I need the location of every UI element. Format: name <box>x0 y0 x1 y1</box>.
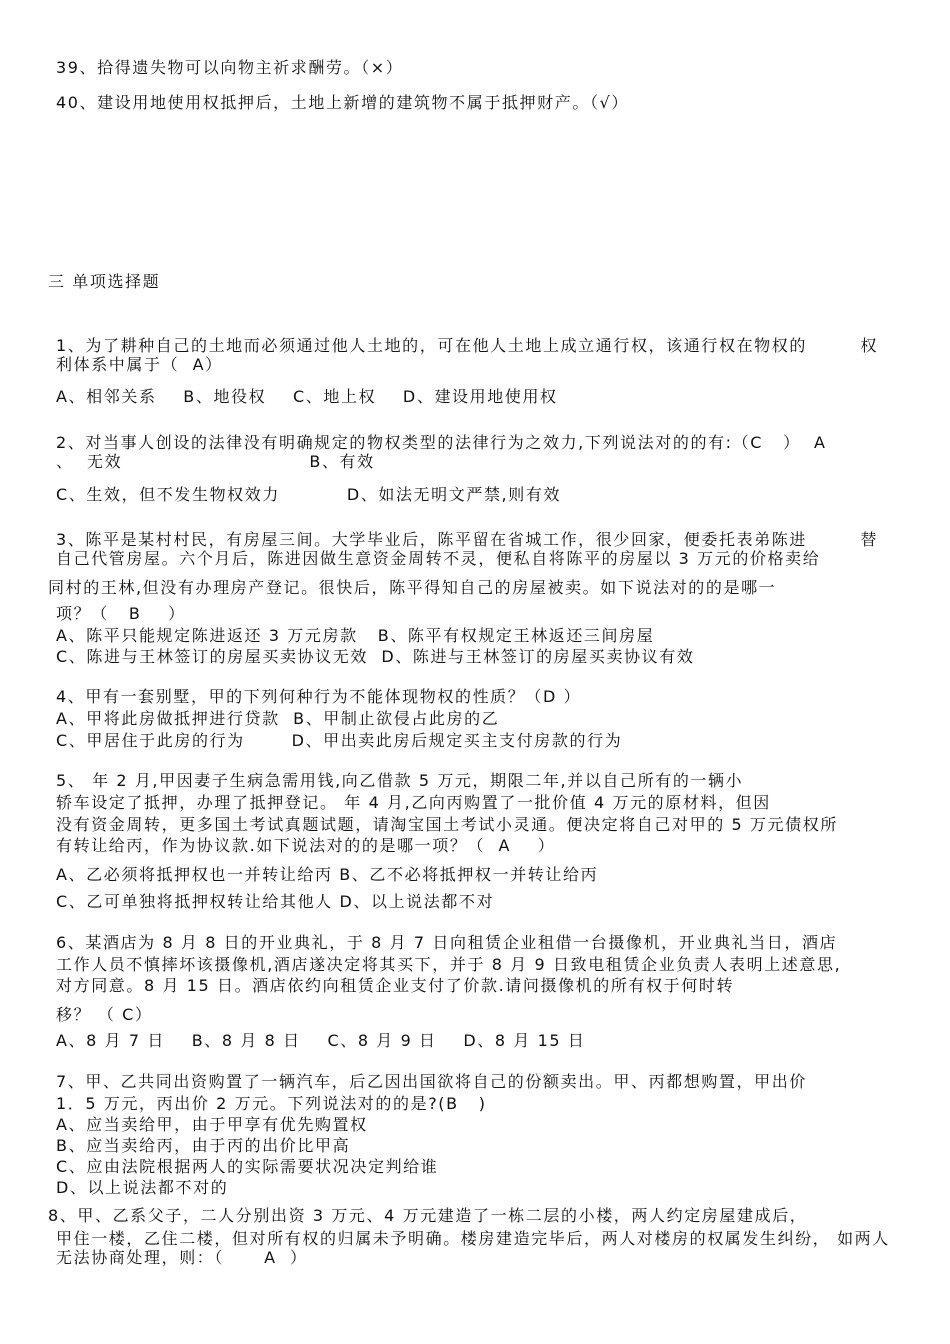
question-text: 利体系中属于（ A） <box>56 355 223 374</box>
question-text: 6、某酒店为 8 月 8 日的开业典礼，于 8 月 7 日向租赁企业租借一台摄像机，开业典礼当日，酒店 <box>56 933 838 952</box>
question-text: 2、对当事人创设的法律没有明确规定的物权类型的法律行为之效力,下列说法对的的有:（C ） A <box>56 433 827 452</box>
question-text: 8、甲、乙系父子，二人分别出资 3 万元、4 万元建造了一栋二层的小楼，两人约定房屋建成后， <box>48 1206 808 1225</box>
question-text: 1．5 万元，丙出价 2 万元。下列说法对的的是?(B ) <box>56 1094 487 1113</box>
question-text: 7、甲、乙共同出资购置了一辆汽车，后乙因出国欲将自己的份额卖出。甲、丙都想购置，甲出价 <box>56 1072 807 1091</box>
answer-options: C、生效，但不发生物权效力 D、如法无明文严禁,则有效 <box>56 485 562 504</box>
question-text: 自己代管房屋。六个月后，陈进因做生意资金周转不灵，便私自将陈平的房屋以 3 万元的价格卖给 <box>56 549 821 568</box>
answer-options: A、陈平只能规定陈进返还 3 万元房款 B、陈平有权规定王林返还三间房屋 <box>56 626 655 645</box>
question-text: 4、甲有一套别墅，甲的下列何种行为不能体现物权的性质？（D ） <box>56 687 582 706</box>
answer-options: C、陈进与王林签订的房屋买卖协议无效 D、陈进与王林签订的房屋买卖协议有效 <box>56 647 695 666</box>
answer-options: A、乙必须将抵押权也一并转让给丙 B、乙不必将抵押权一并转让给丙 <box>56 865 599 884</box>
question-text: 项？（ B ） <box>56 604 186 623</box>
question-text: 轿车设定了抵押，办理了抵押登记。 年 4 月,乙向丙购置了一批价值 4 万元的原材料，但因 <box>56 793 771 812</box>
question-text: 对方同意。8 月 15 日。酒店依约向租赁企业支付了价款.请问摄像机的所有权于何时转 <box>56 976 735 995</box>
answer-options: C、甲居住于此房的行为 D、甲出卖此房后规定买主支付房款的行为 <box>56 731 623 750</box>
question-text: 1、为了耕种自己的土地而必须通过他人土地的，可在他人土地上成立通行权，该通行权在物权的 权 <box>56 336 879 355</box>
section-title: 三 单项选择题 <box>48 272 161 291</box>
answer-options: D、以上说法都不对的 <box>56 1178 229 1197</box>
answer-options: A、相邻关系 B、地役权 C、地上权 D、建设用地使用权 <box>56 387 558 406</box>
question-text: 有转让给丙，作为协议款.如下说法对的的是哪一项？（ A ） <box>56 836 556 855</box>
answer-options: C、应由法院根据两人的实际需要状况决定判给谁 <box>56 1157 439 1176</box>
question-text: 移？ （ C） <box>56 1005 153 1024</box>
answer-options: A、甲将此房做抵押进行贷款 B、甲制止欲侵占此房的乙 <box>56 709 500 728</box>
question-text: 、 无效 B、有效 <box>56 452 375 471</box>
answer-options: A、应当卖给甲，由于甲享有优先购置权 <box>56 1115 368 1134</box>
question-text: 同村的王林,但没有办理房产登记。很快后，陈平得知自己的房屋被卖。如下说法对的的是哪一 <box>48 578 777 597</box>
question-text: 没有资金周转，更多国土考试真题试题，请淘宝国土考试小灵通。便决定将自己对甲的 5 万元债权所 <box>56 815 838 834</box>
answer-options: B、应当卖给丙，由于丙的出价比甲高 <box>56 1136 351 1155</box>
answer-options: C、乙可单独将抵押权转让给其他人 D、以上说法都不对 <box>56 892 495 911</box>
question-text: 甲住一楼，乙住二楼，但对所有权的归属未予明确。楼房建造完毕后，两人对楼房的权属发生纠纷， 如两人 <box>56 1229 890 1248</box>
judgment-item-40: 40、建设用地使用权抵押后，土地上新增的建筑物不属于抵押财产。（√） <box>56 93 629 112</box>
question-text: 无法协商处理，则：（ A ） <box>56 1248 308 1267</box>
answer-options: A、8 月 7 日 B、8 月 8 日 C、8 月 9 日 D、8 月 15 日 <box>56 1031 586 1050</box>
judgment-item-39: 39、拾得遗失物可以向物主祈求酬劳。（×） <box>56 58 404 77</box>
question-text: 工作人员不慎摔坏该摄像机,酒店遂决定将其买下，并于 8 月 9 日致电租赁企业负责人表明上述意思, <box>56 955 842 974</box>
question-text: 3、陈平是某村村民，有房屋三间。大学毕业后，陈平留在省城工作，很少回家，便委托表弟陈进 替 <box>56 530 879 549</box>
question-text: 5、 年 2 月,甲因妻子生病急需用钱,向乙借款 5 万元，期限二年,并以自己所有的一辆小 <box>56 771 744 790</box>
